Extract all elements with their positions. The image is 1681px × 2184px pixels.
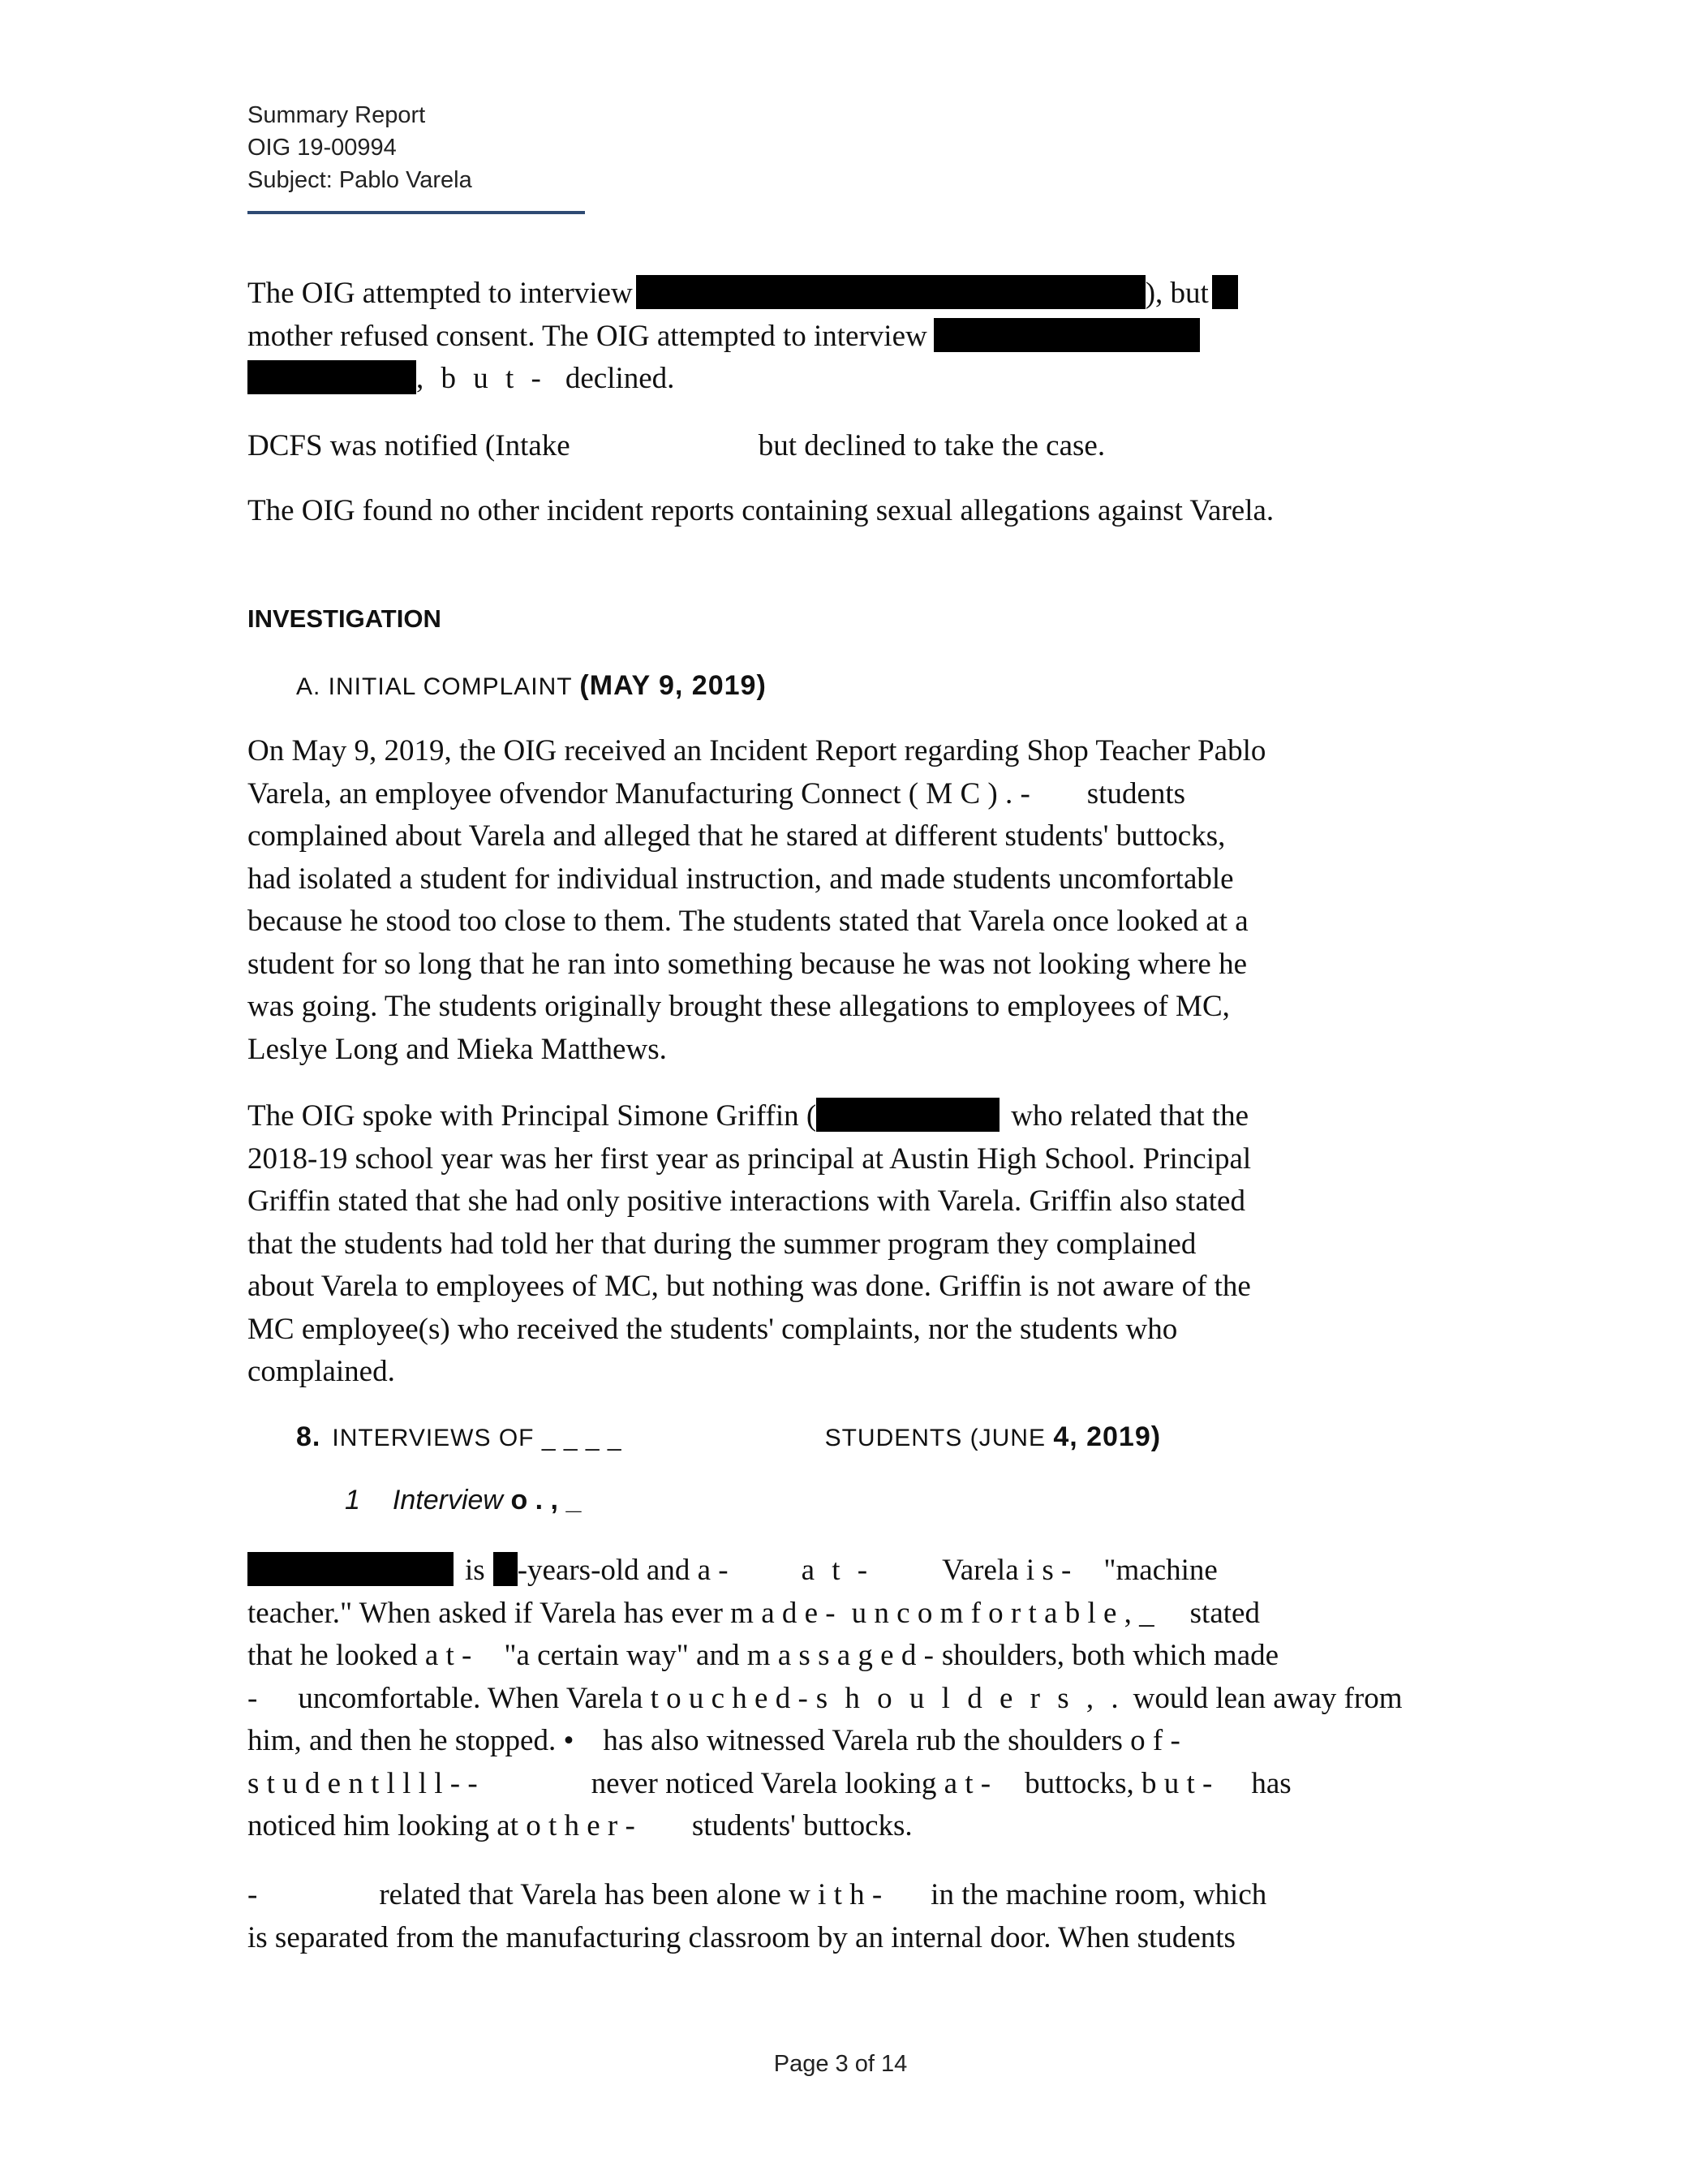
text: noticed him looking at o t h e r - (247, 1809, 635, 1842)
text: , b u t - (416, 362, 546, 395)
redaction-block (934, 318, 1200, 352)
text: has (1251, 1766, 1292, 1800)
report-title: Summary Report (247, 102, 426, 128)
text: The OIG attempted to interview (247, 277, 633, 310)
text: 8. (296, 1421, 321, 1452)
report-subject: Subject: Pablo Varela (247, 167, 472, 193)
text: 4, 2019) (1053, 1421, 1162, 1452)
text: students' buttocks. (691, 1809, 913, 1842)
redaction-block (493, 1552, 518, 1586)
paragraph-dcfs (247, 425, 1440, 468)
text: - (247, 1878, 258, 1911)
text: The OIG spoke with Principal Simone Griffin ( (247, 1099, 817, 1133)
redaction-block (1212, 275, 1238, 309)
text: Varela i s - (942, 1554, 1072, 1587)
text: Varela, an employee ofvendor Manufacturing Connect ( M C ) . - (247, 776, 1030, 810)
text: in the machine room, which (931, 1878, 1267, 1911)
text: has also witnessed Varela rub the shoulders o f - (603, 1724, 1180, 1757)
text: "machine (1103, 1554, 1218, 1587)
text: DCFS was notified (Intake (247, 429, 570, 462)
text: a t - (801, 1554, 873, 1587)
text: complained about Varela and alleged that he stared at different students' buttocks, (247, 819, 1226, 853)
redaction-block (816, 1098, 1000, 1132)
text: had isolated a student for individual instruction, and made students uncomfortable (247, 862, 1234, 896)
text: _ _ _ _ (541, 1425, 622, 1451)
document-header (247, 99, 472, 196)
text: Leslye Long and Mieka Matthews. (247, 1032, 667, 1066)
text: u n c o m f o r t a b l e , _ (851, 1596, 1154, 1630)
text: s t u d e n t l l l l - - (247, 1766, 478, 1800)
text: mother refused consent. The OIG attempted to interview (247, 319, 927, 353)
text: never noticed Varela looking a t - (591, 1766, 991, 1800)
paragraph-no-other-reports (247, 490, 1440, 533)
page-number: Page 3 of 14 (773, 2051, 908, 2077)
paragraph-machine-room (247, 1874, 1440, 1959)
text: o . , _ (510, 1485, 582, 1515)
text: would lean away from (1133, 1681, 1403, 1715)
redaction-block (247, 360, 416, 394)
text: is (465, 1554, 485, 1587)
text: about Varela to employees of MC, but nothing was done. Griffin is not aware of the (247, 1270, 1251, 1303)
text: buttocks, b u t - (1025, 1766, 1213, 1800)
text: declined. (565, 362, 675, 395)
section-heading-investigation: INVESTIGATION (247, 604, 441, 633)
text: s h o u l d e r s , . (815, 1681, 1124, 1715)
text: Interview (392, 1485, 503, 1515)
text: INTERVIEWS OF (332, 1425, 535, 1451)
text: that he looked a t - (247, 1639, 472, 1672)
header-rule (247, 211, 585, 214)
text: ), but (1145, 277, 1209, 310)
text: Griffin stated that she had only positive interactions with Varela. Griffin also stated (247, 1184, 1245, 1218)
text: -years-old and a - (517, 1554, 729, 1587)
subsection-heading-interviews (296, 1421, 1161, 1453)
text: him, and then he stopped. • (247, 1724, 574, 1757)
text: (JUNE (969, 1425, 1046, 1451)
text: student for so long that he ran into something because he was not looking where he (247, 947, 1248, 981)
text: The OIG found no other incident reports containing sexual allegations against Varela. (247, 494, 1275, 527)
subsection-heading-initial-complaint (296, 670, 767, 702)
text: STUDENTS (824, 1425, 963, 1451)
text: - (247, 1681, 258, 1715)
text: (MAY 9, 2019) (579, 670, 767, 701)
text: uncomfortable. When Varela t o u c h e d - (298, 1681, 808, 1715)
redaction-block (247, 1552, 454, 1586)
paragraph-principal-griffin (247, 1095, 1440, 1394)
paragraph-initial-complaint (247, 730, 1440, 1071)
paragraph-interview-one (247, 1550, 1440, 1848)
text: who related that the (1011, 1099, 1249, 1133)
text: stated (1189, 1596, 1260, 1630)
text: was going. The students originally brought these allegations to employees of MC, (247, 990, 1230, 1023)
text: because he stood too close to them. The students stated that Varela once looked at a (247, 905, 1249, 938)
text: teacher." When asked if Varela has ever m a d e - (247, 1596, 836, 1630)
text: that the students had told her that during the summer program they complained (247, 1227, 1197, 1261)
text: but declined to take the case. (758, 429, 1106, 462)
text: 2018-19 school year was her first year as principal at Austin High School. Principal (247, 1141, 1252, 1176)
text: On May 9, 2019, the OIG received an Incident Report regarding Shop Teacher Pablo (247, 734, 1266, 767)
text: A. INITIAL COMPLAINT (296, 673, 573, 700)
redaction-block (636, 275, 1146, 309)
text: "a certain way" and m a s s a g e d - (504, 1639, 934, 1672)
text: MC employee(s) who received the students' complaints, nor the students who (247, 1312, 1178, 1346)
interview-heading (345, 1485, 581, 1516)
text: shoulders, both which made (941, 1639, 1279, 1672)
paragraph-interview-attempts (247, 273, 1440, 401)
case-number: OIG 19-00994 (247, 135, 397, 161)
text: related that Varela has been alone w i t h - (379, 1878, 883, 1911)
text: is separated from the manufacturing classroom by an internal door. When students (247, 1920, 1236, 1954)
text: 1 (345, 1485, 360, 1515)
text: complained. (247, 1355, 395, 1388)
text: students (1086, 776, 1186, 810)
